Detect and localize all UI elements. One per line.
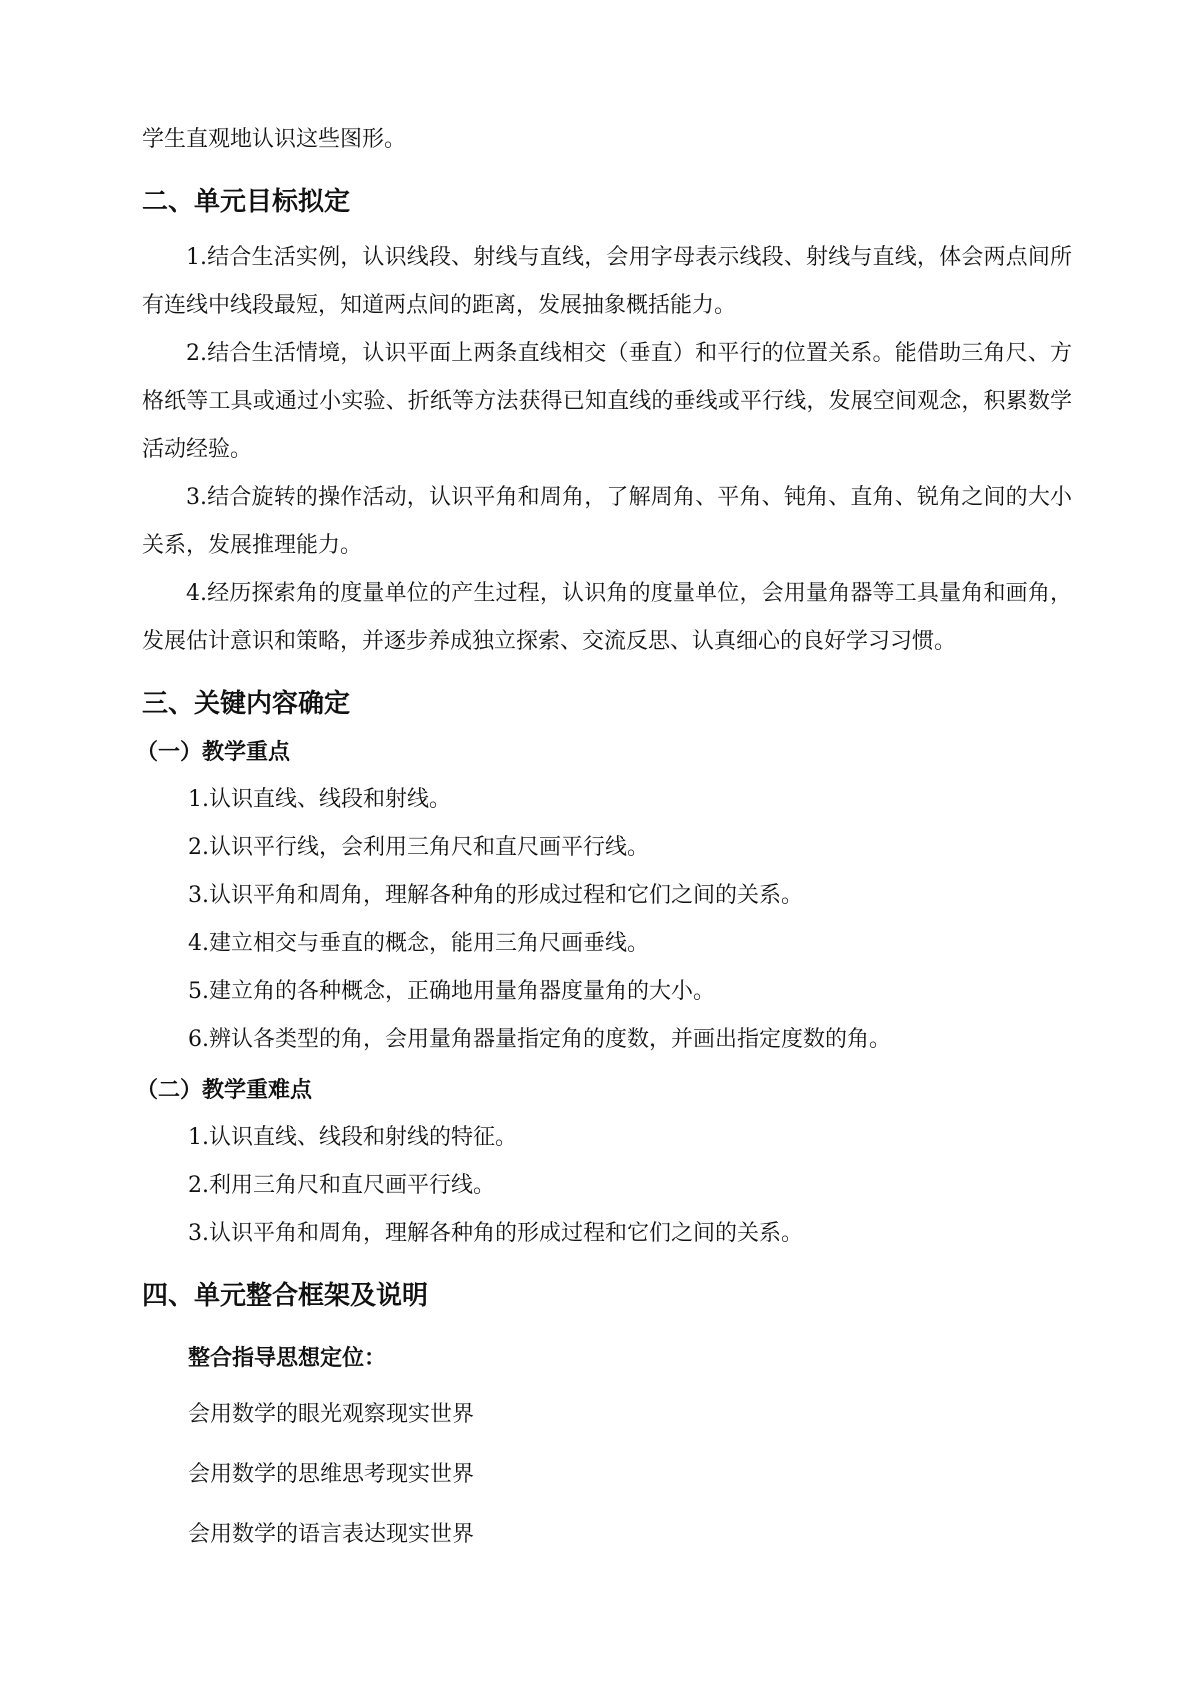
intro-paragraph: 学生直观地认识这些图形。 [142,127,407,152]
guide-line-2: 会用数学的思维思考现实世界 [188,1462,475,1487]
section-heading-integration-framework: 四、单元整合框架及说明 [142,1281,429,1311]
guide-line-1: 会用数学的眼光观察现实世界 [188,1402,475,1427]
focus-item-1: 1.认识直线、线段和射线。 [188,787,451,812]
goal-paragraph-4: 4.经历探索角的度量单位的产生过程，认识角的度量单位，会用量角器等工具量角和画角，发展估计意识和策略，并逐步养成独立探索、交流反思、认真细心的良好学习习惯。 [142,581,1072,654]
difficulty-item-1: 1.认识直线、线段和射线的特征。 [188,1125,517,1150]
focus-item-2: 2.认识平行线，会利用三角尺和直尺画平行线。 [188,835,649,860]
goal-paragraph-3: 3.结合旋转的操作活动，认识平角和周角，了解周角、平角、钝角、直角、锐角之间的大小关系，发展推理能力。 [142,485,1072,558]
guide-title: 整合指导思想定位： [188,1346,387,1371]
difficulty-item-2: 2.利用三角尺和直尺画平行线。 [188,1173,495,1198]
section-heading-unit-goals: 二、单元目标拟定 [142,187,351,217]
difficulty-item-3: 3.认识平角和周角，理解各种角的形成过程和它们之间的关系。 [188,1221,803,1246]
section-heading-key-content: 三、关键内容确定 [142,689,351,719]
goal-paragraph-1: 1.结合生活实例，认识线段、射线与直线，会用字母表示线段、射线与直线，体会两点间所有连线中线段最短，知道两点间的距离，发展抽象概括能力。 [142,245,1072,318]
focus-item-3: 3.认识平角和周角，理解各种角的形成过程和它们之间的关系。 [188,883,803,908]
goal-paragraph-2: 2.结合生活情境，认识平面上两条直线相交（垂直）和平行的位置关系。能借助三角尺、方格纸等工具或通过小实验、折纸等方法获得已知直线的垂线或平行线，发展空间观念，积累数学活动经验。 [142,341,1072,462]
guide-line-3: 会用数学的语言表达现实世界 [188,1522,475,1547]
focus-item-4: 4.建立相交与垂直的概念，能用三角尺画垂线。 [188,931,649,956]
document-content [136,116,1072,1578]
subheading-teaching-focus: （一）教学重点 [136,740,291,765]
focus-item-5: 5.建立角的各种概念，正确地用量角器度量角的大小。 [188,979,715,1004]
subheading-teaching-difficulties: （二）教学重难点 [136,1078,313,1103]
focus-item-6: 6.辨认各类型的角，会用量角器量指定角的度数，并画出指定度数的角。 [188,1027,891,1052]
